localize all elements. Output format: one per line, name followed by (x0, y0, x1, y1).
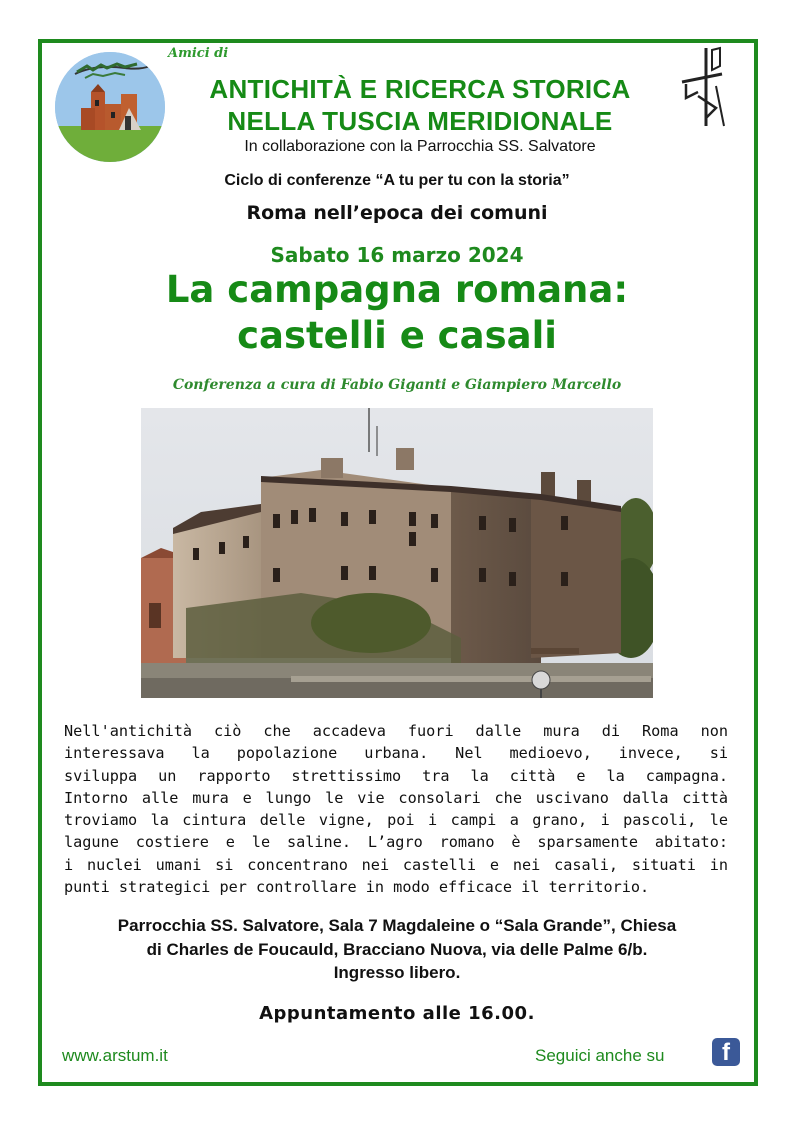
castle-photo (141, 408, 653, 698)
organization-name-line1: ANTICHITÀ E RICERCA STORICA (209, 74, 631, 104)
description-line: lagune costiere e le saline. L’agro romano è sparsamente abitato: (64, 833, 728, 852)
description-line: Nell'antichità ciò che accadeva fuori dalle mura di Roma non (64, 722, 728, 740)
description-line: i nuclei umani si concentrano nei castelli e nei casali, situati in (64, 855, 728, 874)
description-line: punti strategici per controllare in modo efficace il territorio. (64, 878, 650, 897)
conference-cycle: Ciclo di conferenze “A tu per tu con la storia” (224, 172, 570, 189)
description-line: troviamo la cintura delle vigne, poi i campi a grano, i pascoli, le (64, 811, 728, 830)
venue-line1: Parrocchia SS. Salvatore, Sala 7 Magdaleine o “Sala Grande”, Chiesa (117, 916, 677, 935)
entry-note: Ingresso libero. (333, 963, 461, 982)
appointment-time: Appuntamento alle 16.00. (259, 1003, 535, 1024)
website-link[interactable]: www.arstum.it (62, 1046, 168, 1065)
event-title-line2: castelli e casali (237, 314, 557, 357)
event-description (64, 720, 728, 898)
venue-line2: di Charles de Foucauld, Bracciano Nuova, via delle Palme 6/b. (146, 940, 648, 959)
association-logo (55, 52, 165, 162)
logo-caption: Amici di (168, 46, 229, 61)
follow-us-label: Seguici anche su (535, 1046, 665, 1065)
facebook-icon[interactable]: f (712, 1038, 740, 1066)
description-line: Intorno alle mura e lungo le vie consolari che uscivano dalla città (64, 788, 728, 807)
collaboration-note: In collaborazione con la Parrocchia SS. Salvatore (244, 138, 596, 155)
conference-curators: Conferenza a cura di Fabio Giganti e Giampiero Marcello (172, 377, 622, 393)
event-title-line1: La campagna romana: (165, 268, 629, 311)
description-line: interessava la popolazione urbana. Nel medioevo, invece, si (64, 744, 728, 763)
event-date: Sabato 16 marzo 2024 (270, 243, 524, 267)
cycle-theme: Roma nell’epoca dei comuni (246, 202, 548, 224)
organization-name-line2: NELLA TUSCIA MERIDIONALE (227, 106, 613, 136)
description-line: sviluppa un rapporto strettissimo tra la città e la campagna. (64, 766, 728, 785)
parish-emblem-icon (676, 46, 728, 130)
